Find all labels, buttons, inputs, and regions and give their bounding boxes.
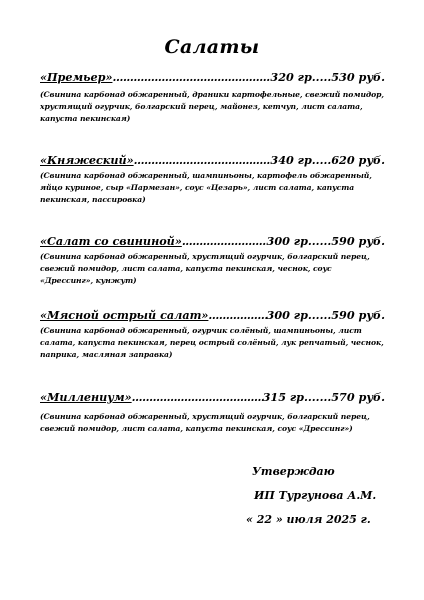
menu-item-price: 320 гр.....530 руб. — [270, 70, 385, 84]
approval-caption: Утверждаю — [252, 465, 335, 478]
approval-block — [246, 460, 416, 532]
approval-date: « 22 » июля 2025 г. — [246, 513, 371, 526]
menu-item-salad-with-pork — [40, 234, 385, 288]
menu-item-header — [40, 70, 385, 84]
menu-item-price: 315 гр.......570 руб. — [262, 390, 385, 404]
dot-leader — [132, 390, 263, 404]
menu-item-name: «Мясной острый салат» — [40, 308, 209, 322]
menu-item-header — [40, 234, 385, 248]
menu-item-name: «Миллениум» — [40, 390, 132, 404]
menu-item-premier — [40, 70, 385, 126]
menu-item-description: (Свинина карбонад обжаренный, шампиньоны, картофель обжаренный, яйцо куриное, сыр «Пармезан», соус «Цезарь», лист салата, капуста пекинская, пассировка) — [40, 171, 372, 205]
menu-item-description: (Свинина карбонад обжаренный, драники картофельные, свежий помидор, хрустящий огурчик, болгарский перец, майонез, кетчуп, лист салата, капуста пекинская) — [40, 90, 385, 124]
dot-leader — [208, 308, 266, 322]
menu-item-price: 300 гр......590 руб. — [266, 234, 385, 248]
menu-item-name: «Премьер» — [40, 70, 113, 84]
page-title: Салаты — [164, 36, 260, 58]
dot-leader — [112, 70, 270, 84]
approval-signatory: ИП Тургунова А.М. — [254, 489, 377, 502]
menu-item-spicy-meat-salad — [40, 308, 385, 362]
menu-item-price: 340 гр.....620 руб. — [270, 153, 385, 167]
dot-leader — [134, 153, 271, 167]
menu-item-header — [40, 390, 385, 404]
menu-item-millenium — [40, 390, 385, 435]
menu-item-description: (Свинина карбонад обжаренный, хрустящий огурчик, болгарский перец, свежий помидор, лист салата, капуста пекинская, соус «Дрессинг») — [40, 412, 370, 434]
dot-leader — [182, 234, 267, 248]
menu-item-description: (Свинина карбонад обжаренный, огурчик солёный, шампиньоны, лист салата, капуста пекинская, перец острый солёный, лук репчатый, чеснок, паприка, масляная заправка) — [40, 326, 384, 360]
menu-item-header — [40, 153, 385, 167]
menu-item-name: «Княжеский» — [40, 153, 134, 167]
menu-item-description: (Свинина карбонад обжаренный, хрустящий огурчик, болгарский перец, свежий помидор, лист салата, капуста пекинская, чеснок, соус «Дрессинг», кунжут) — [40, 252, 370, 286]
menu-item-header — [40, 308, 385, 322]
menu-item-price: 300 гр......590 руб. — [266, 308, 385, 322]
menu-item-knyazheskiy — [40, 153, 385, 207]
menu-item-name: «Салат со свининой» — [40, 234, 182, 248]
